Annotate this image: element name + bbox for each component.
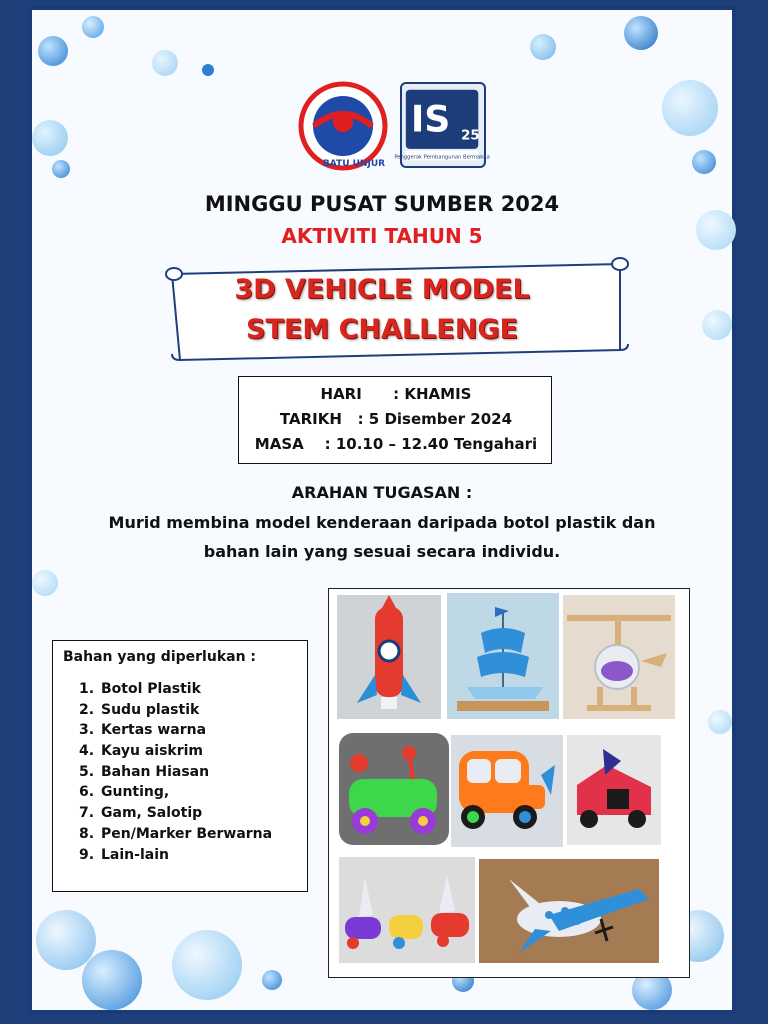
program-logo [394, 82, 490, 168]
example-gallery [328, 588, 690, 978]
event-subtitle: AKTIVITI TAHUN 5 [281, 224, 483, 248]
list-item: 3. Kertas warna [79, 722, 207, 739]
rocket-bottle-photo [337, 595, 441, 719]
list-item: 8. Pen/Marker Berwarna [79, 825, 273, 842]
list-item: 9. Lain-lain [79, 846, 169, 863]
schedule-day: HARI : KHAMIS [320, 385, 472, 403]
svg-text:BATU UNJUR: BATU UNJUR [322, 159, 386, 169]
list-item: 4. Kayu aiskrim [79, 743, 204, 760]
box-car-photo [567, 735, 661, 845]
instructions-heading: ARAHAN TUGASAN : [291, 483, 473, 502]
helicopter-bottle-photo [563, 595, 675, 719]
list-item: 6. Gunting, [79, 784, 170, 801]
list-item: 7. Gam, Salotip [79, 805, 203, 822]
materials-list [79, 681, 272, 867]
schedule-time: MASA : 10.10 – 12.40 Tengahari [254, 435, 538, 453]
event-title: MINGGU PUSAT SUMBER 2024 [204, 192, 560, 216]
banner-title-line1: 3D VEHICLE MODEL [234, 274, 530, 305]
poster-frame [28, 6, 736, 1014]
list-item: 1. Botol Plastik [79, 681, 201, 697]
materials-title: Bahan yang diperlukan : [63, 649, 257, 665]
sailboat-bottle-photo [447, 593, 559, 719]
svg-text:IS: IS [410, 97, 451, 141]
school-logo [294, 82, 392, 170]
materials-box [52, 640, 308, 892]
schedule-date: TARIKH : 5 Disember 2024 [279, 410, 513, 428]
program-logo-caption: Penggerak Pembangunan Bermakna [394, 154, 490, 161]
instructions-line1: Murid membina model kenderaan daripada botol plastik dan [108, 513, 656, 532]
instructions-text [72, 508, 692, 566]
schedule-box [238, 376, 552, 464]
list-item: 2. Sudu plastik [79, 701, 200, 718]
bottle-racers-photo [339, 857, 475, 963]
list-item: 5. Bahan Hiasan [79, 763, 210, 780]
banner-title-line2: STEM CHALLENGE [246, 314, 518, 345]
instructions-line2: bahan lain yang sesuai secara individu. [203, 542, 561, 561]
svg-text:25: 25 [461, 128, 480, 144]
bus-bottle-photo [451, 735, 563, 847]
toy-car-bottle-photo [339, 733, 449, 845]
airplane-bottle-photo [479, 859, 659, 963]
